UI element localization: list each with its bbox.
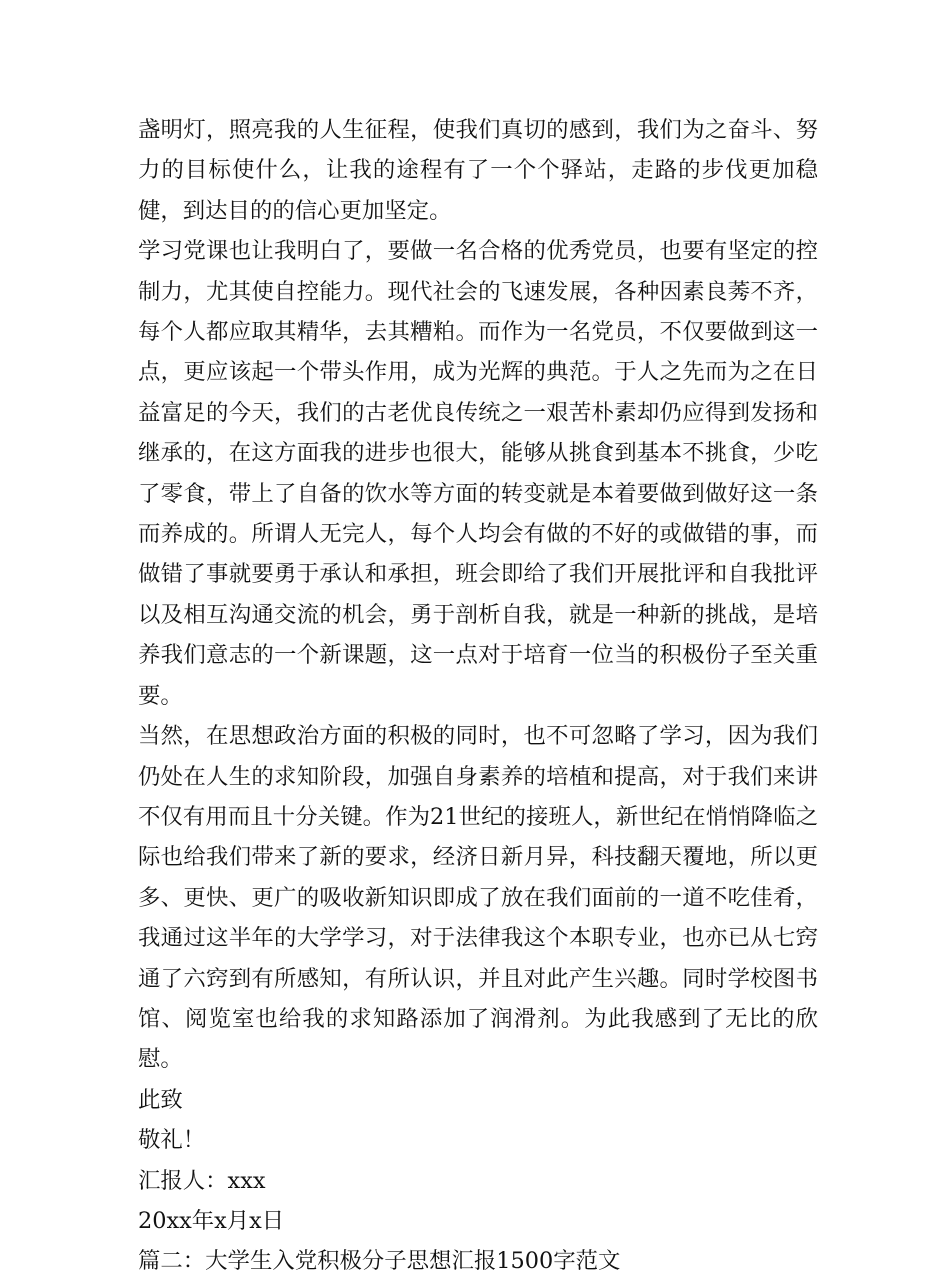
paragraph-1: 盏明灯，照亮我的人生征程，使我们真切的感到，我们为之奋斗、努力的目标使什么，让我的途程有了一个个驿站，走路的步伐更加稳健，到达目的的信心更加坚定。 <box>138 117 818 224</box>
paragraph-3: 当然，在思想政治方面的积极的同时，也不可忽略了学习，因为我们仍处在人生的求知阶段，加强自身素养的培植和提高，对于我们来讲不仅有用而且十分关键。作为21世纪的接班人，新世纪在悄悄降临之际也给我们带来了新的要求，经济日新月异，科技翻天覆地，所以更多、更快、更广的吸收新知识即成了放在我们面前的一道不吃佳肴，我通过这半年的大学学习，对于法律我这个本职专业，也亦已从七窍通了六窍到有所感知，有所认识，并且对此产生兴趣。同时学校图书馆、阅览室也给我的求知路添加了润滑剂。为此我感到了无比的欣慰。 <box>138 723 818 1073</box>
next-section-title: 篇二：大学生入党积极分子思想汇报1500字范文 <box>138 1248 621 1275</box>
paragraph-2: 学习党课也让我明白了，要做一名合格的优秀党员，也要有坚定的控制力，尤其使自控能力。现代社会的飞速发展，各种因素良莠不齐，每个人都应取其精华，去其糟粕。而作为一名党员，不仅要做到这一点，更应该起一个带头作用，成为光辉的典范。于人之先而为之在日益富足的今天，我们的古老优良传统之一艰苦朴素却仍应得到发扬和继承的，在这方面我的进步也很大，能够从挑食到基本不挑食，少吃了零食，带上了自备的饮水等方面的转变就是本着要做到做好这一条而养成的。所谓人无完人，每个人均会有做的不好的或做错的事，而做错了事就要勇于承认和承担，班会即给了我们开展批评和自我批评以及相互沟通交流的机会，勇于剖析自我，就是一种新的挑战，是培养我们意志的一个新课题，这一点对于培育一位当的积极份子至关重要。 <box>138 238 818 709</box>
closing-salutation-1: 此致 <box>138 1086 183 1113</box>
document-body <box>138 110 818 1282</box>
date-line: 20xx年x月x日 <box>138 1207 285 1234</box>
closing-salutation-2: 敬礼！ <box>138 1127 206 1154</box>
reporter-line: 汇报人：xxx <box>138 1167 266 1194</box>
